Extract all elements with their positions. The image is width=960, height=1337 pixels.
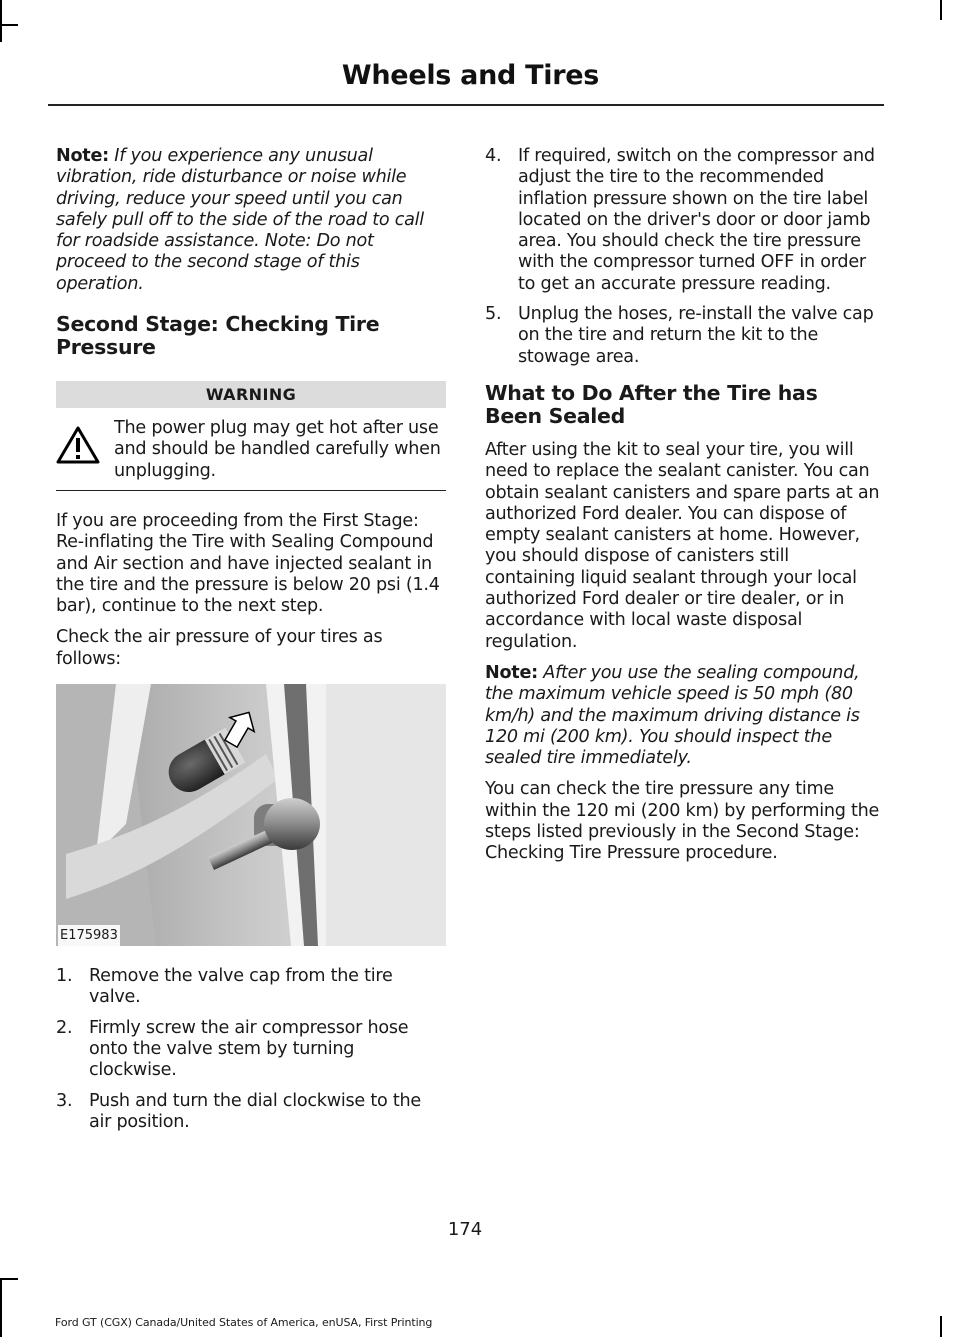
section-heading: Second Stage: Checking Tire Pressure [56, 312, 380, 360]
footer-text: Ford GT (CGX) Canada/United States of America, enUSA, First Printing [55, 1316, 433, 1329]
body-paragraph: After using the kit to seal your tire, you will need to replace the sealant canister. You can obtain sealant canisters and spare parts at an authorized Ford dealer. You can dispose of empty sealant canisters at home. However, you should dispose of canisters still containing liquid sealant through your local authorized Ford dealer or tire dealer, or in accordance with local waste disposal regulation. [485, 439, 880, 652]
page-title: Wheels and Tires [341, 60, 599, 91]
figure-id: E175983 [58, 925, 120, 946]
crop-mark [0, 24, 18, 26]
body-paragraph: Check the air pressure of your tires as follows: [56, 627, 383, 669]
page-number: 174 [447, 1219, 483, 1240]
step-number: 4. [485, 146, 502, 166]
crop-mark [0, 1278, 2, 1337]
list-item [56, 1018, 446, 1082]
note-label: Note: [56, 146, 109, 166]
step-text: If required, switch on the compressor and adjust the tire to the recommended inflation pressure shown on the tire label located on the driver's door or door jamb area. You should check the tire pressure with the compressor turned OFF in order to get an accurate pressure reading. [518, 146, 875, 294]
steps-list [485, 146, 880, 368]
right-column [485, 146, 880, 875]
crop-mark [0, 1278, 18, 1280]
list-item [485, 304, 880, 368]
list-item [56, 966, 446, 1009]
header-divider [48, 104, 884, 106]
steps-list [56, 966, 446, 1133]
warning-box [56, 418, 446, 491]
step-text: Firmly screw the air compressor hose onto the valve stem by turning clockwise. [89, 1017, 409, 1081]
list-item [56, 1091, 446, 1134]
note-label: Note: [485, 662, 538, 683]
body-paragraph: You can check the tire pressure any time within the 120 mi (200 km) by performing the steps listed previously in the Second Stage: Checking Tire Pressure procedure. [485, 779, 880, 864]
left-column [56, 146, 446, 1142]
note-text: After you use the sealing compound, the maximum vehicle speed is 50 mph (80 km/h) and the maximum driving distance is 120 mi (200 km). You should inspect the sealed tire immediately. [485, 662, 860, 769]
step-number: 1. [56, 966, 73, 987]
warning-triangle-icon [56, 418, 114, 470]
warning-title: WARNING [56, 381, 446, 408]
section-heading: What to Do After the Tire has Been Sealed [485, 380, 818, 428]
crop-mark [940, 0, 942, 20]
warning-text: The power plug may get hot after use and should be handled carefully when unplugging. [114, 418, 441, 481]
step-number: 5. [485, 304, 502, 325]
note-paragraph [485, 663, 880, 769]
note-text: If you experience any unusual vibration, ride disturbance or noise while driving, reduce your speed until you can safely pull off to the side of the road to call for roadside assistance. Note: Do not proceed to the second stage of this operation. [56, 146, 424, 294]
step-number: 2. [56, 1017, 73, 1038]
tire-valve-illustration [56, 684, 446, 946]
step-text: Unplug the hoses, re-install the valve cap on the tire and return the kit to the stowage area. [518, 304, 874, 367]
note-paragraph [56, 146, 446, 295]
crop-mark [940, 1316, 942, 1337]
list-item [485, 146, 880, 295]
step-text: Push and turn the dial clockwise to the air position. [89, 1090, 421, 1132]
step-text: Remove the valve cap from the tire valve. [89, 966, 393, 1008]
crop-mark [0, 0, 2, 42]
step-number: 3. [56, 1090, 73, 1111]
body-paragraph: If you are proceeding from the First Stage: Re-inflating the Tire with Sealing Compound and Air section and have injected sealant in the tire and the pressure is below 20 psi (1.4 bar), continue to the next step. [56, 510, 440, 617]
